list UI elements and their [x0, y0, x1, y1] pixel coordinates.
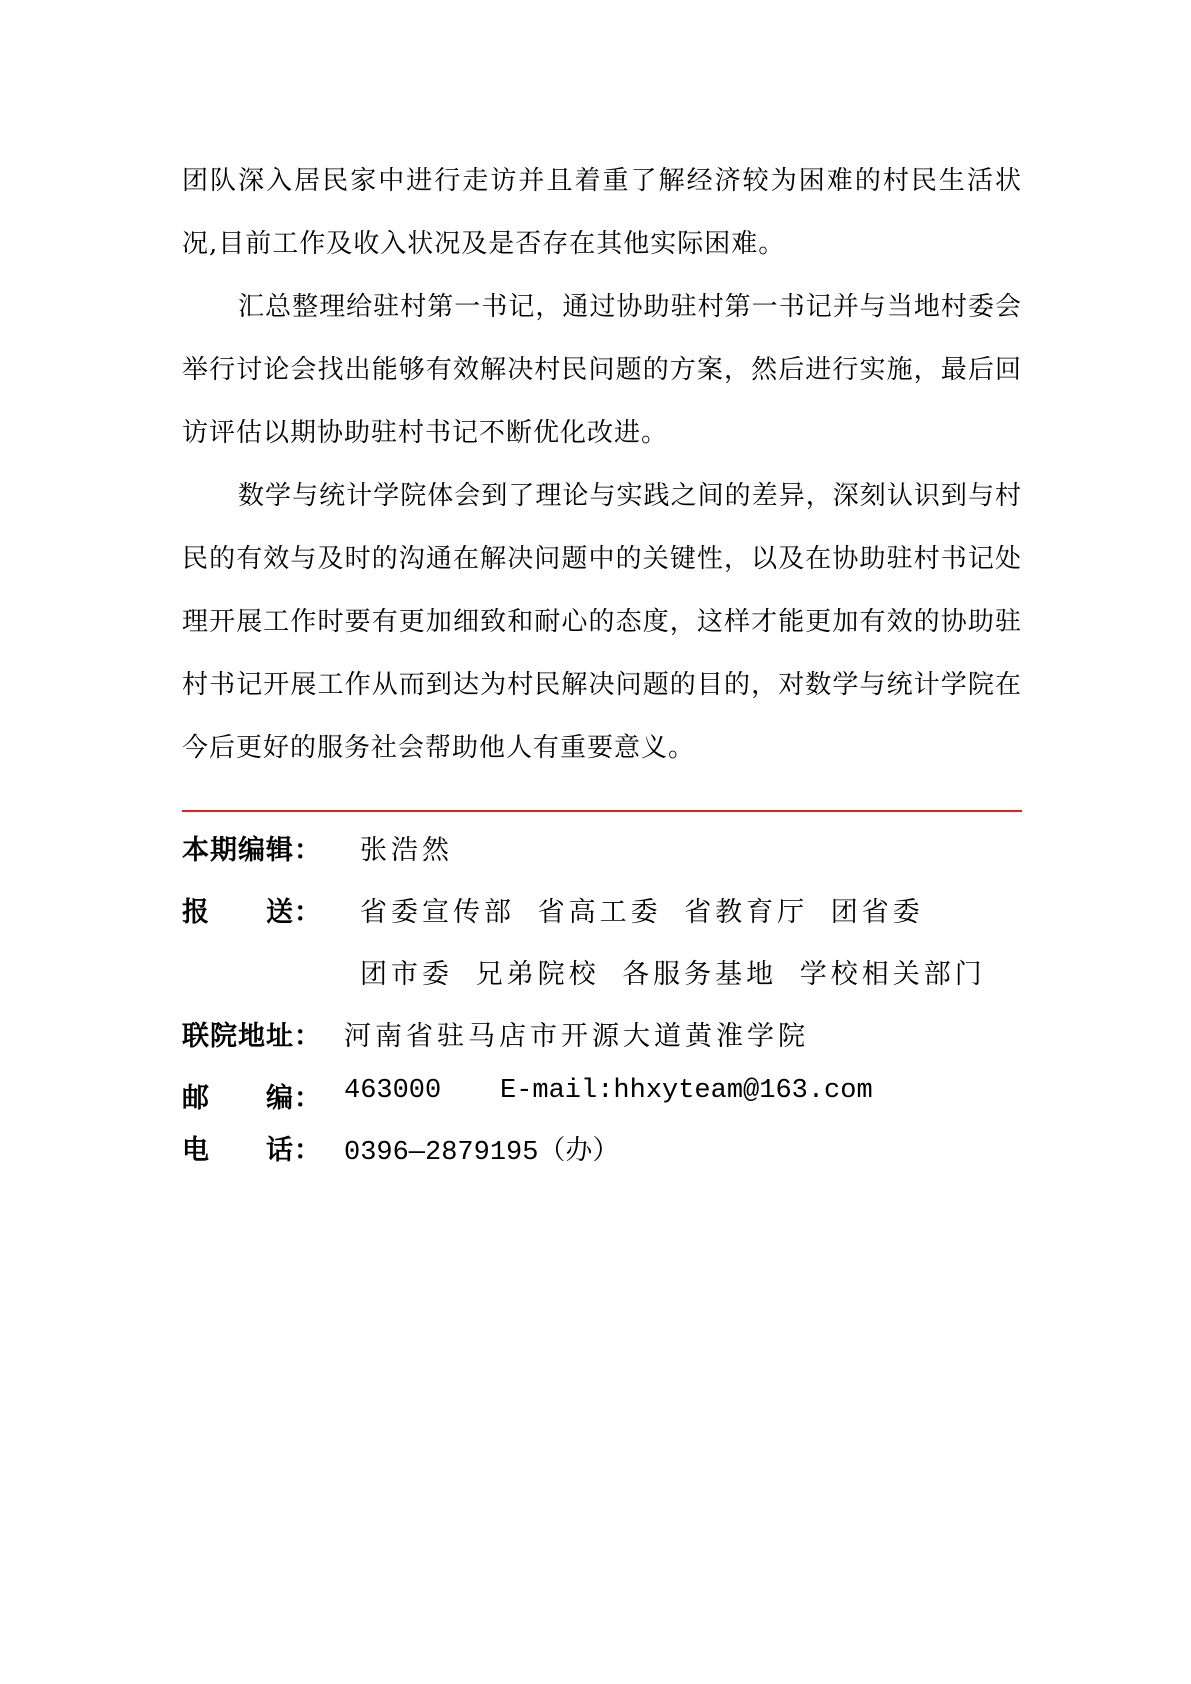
recipient: 兄弟院校: [475, 959, 600, 990]
sendto-label: 报 送：: [182, 897, 322, 928]
sendto-line-1: [360, 890, 924, 929]
paragraph-1: 团队深入居民家中进行走访并且着重了解经济较为困难的村民生活状况,目前工作及收入状况及是否存在其他实际困难。: [182, 166, 1022, 259]
article-body: [182, 150, 1022, 780]
address-value: 河南省驻马店市开源大道黄淮学院: [344, 1021, 809, 1052]
recipient: 省委宣传部: [360, 897, 515, 928]
recipient: 团省委: [830, 897, 924, 928]
editor-name: 张浩然: [360, 835, 453, 866]
phone-label: 电 话：: [182, 1135, 322, 1166]
email-address: E-mail:hhxyteam@163.com: [500, 1076, 873, 1106]
red-divider-line: [182, 810, 1022, 812]
recipient: 各服务基地: [622, 959, 778, 990]
recipient: 省高工委: [537, 897, 662, 928]
phone-value: 0396—2879195（办）: [344, 1138, 620, 1168]
paragraph-2: 汇总整理给驻村第一书记，通过协助驻村第一书记并与当地村委会举行讨论会找出能够有效解决村民问题的方案，然后进行实施，最后回访评估以期协助驻村书记不断优化改进。: [182, 292, 1022, 448]
address-label: 联院地址：: [182, 1021, 322, 1052]
recipient: 团市委: [360, 959, 453, 990]
recipient: 省教育厅: [684, 897, 809, 928]
postcode-value: 463000: [344, 1076, 442, 1106]
recipient: 学校相关部门: [799, 959, 986, 990]
editor-label: 本期编辑：: [182, 835, 322, 866]
postcode-label: 邮 编：: [182, 1083, 322, 1114]
sendto-line-2: [360, 952, 986, 991]
paragraph-3: 数学与统计学院体会到了理论与实践之间的差异，深刻认识到与村民的有效与及时的沟通在解决问题中的关键性，以及在协助驻村书记处理开展工作时要有更加细致和耐心的态度，这样才能更加有效的协助驻村书记开展工作从而到达为村民解决问题的目的，对数学与统计学院在今后更好的服务社会帮助他人有重要意义。: [182, 481, 1022, 763]
